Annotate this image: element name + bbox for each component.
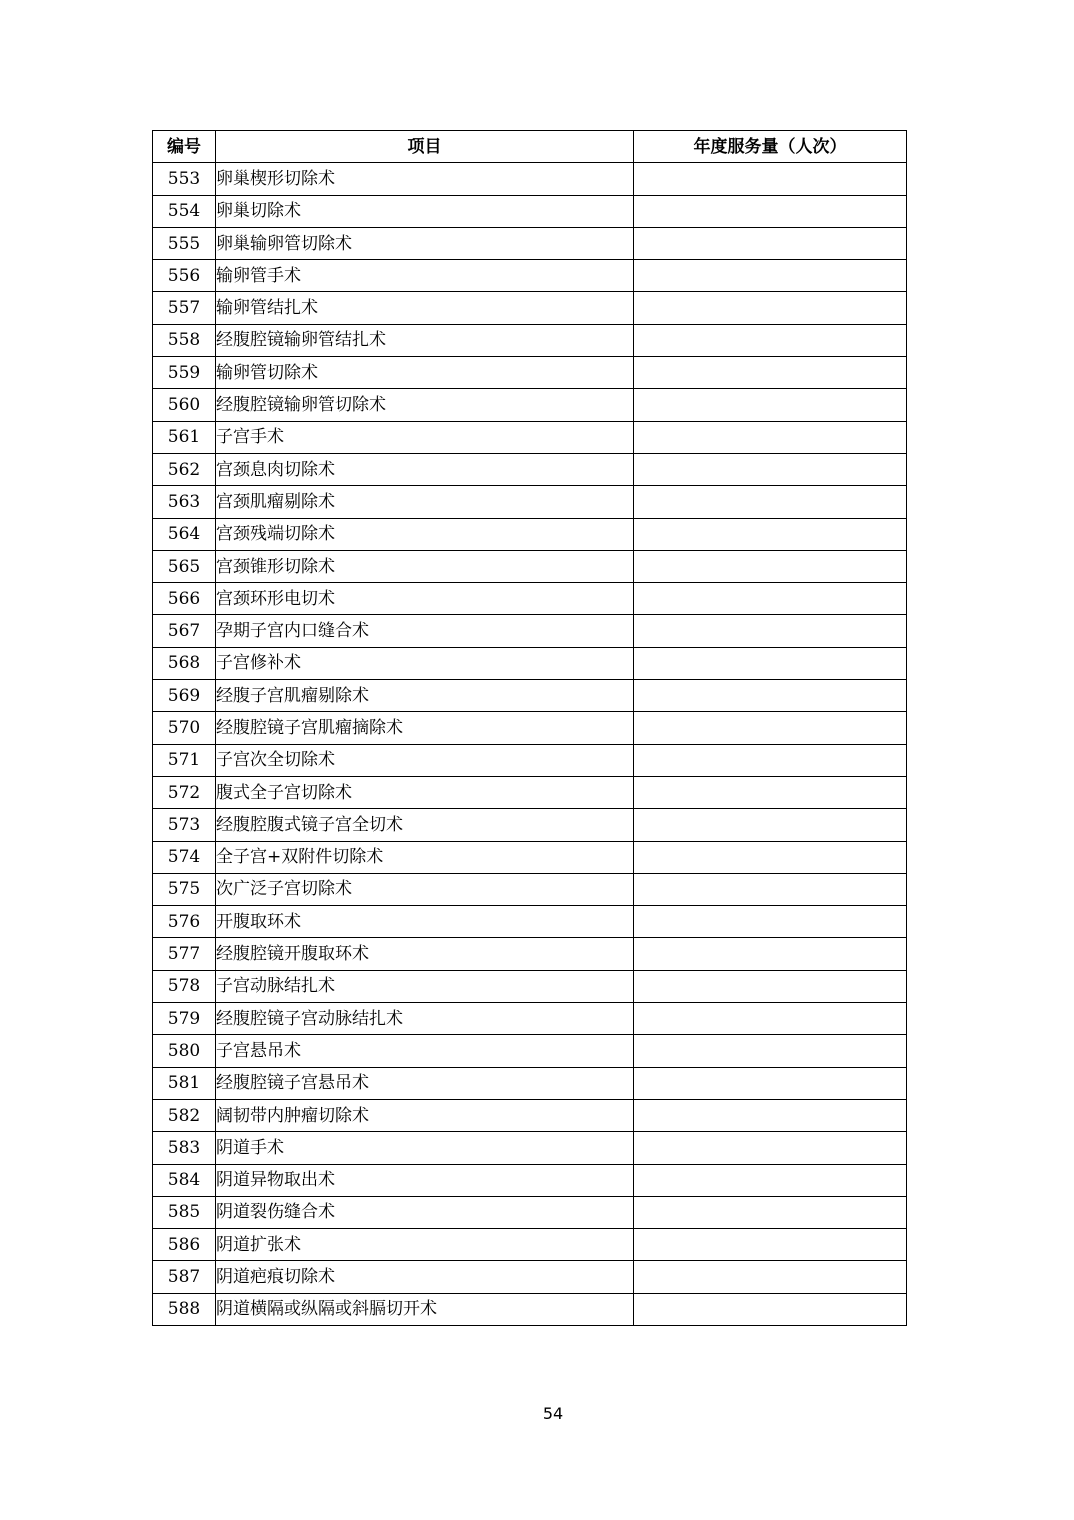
header-number: 编号 — [153, 131, 216, 163]
row-volume — [634, 550, 907, 582]
row-volume — [634, 906, 907, 938]
row-item: 输卵管切除术 — [216, 357, 634, 389]
row-volume — [634, 680, 907, 712]
row-volume — [634, 389, 907, 421]
row-item: 子宫动脉结扎术 — [216, 970, 634, 1002]
table-row — [153, 841, 907, 873]
row-volume — [634, 1164, 907, 1196]
row-item: 阴道手术 — [216, 1132, 634, 1164]
row-volume — [634, 421, 907, 453]
row-volume — [634, 647, 907, 679]
row-number: 583 — [153, 1132, 216, 1164]
row-number: 558 — [153, 324, 216, 356]
row-volume — [634, 1003, 907, 1035]
row-item: 开腹取环术 — [216, 906, 634, 938]
row-number: 557 — [153, 292, 216, 324]
table-row — [153, 227, 907, 259]
row-number: 562 — [153, 453, 216, 485]
table-row — [153, 195, 907, 227]
row-volume — [634, 744, 907, 776]
table-row — [153, 518, 907, 550]
row-item: 经腹腔镜子宫悬吊术 — [216, 1067, 634, 1099]
table-row — [153, 163, 907, 195]
row-number: 560 — [153, 389, 216, 421]
row-number: 568 — [153, 647, 216, 679]
table-row — [153, 357, 907, 389]
row-volume — [634, 873, 907, 905]
table-row — [153, 486, 907, 518]
table-row — [153, 1003, 907, 1035]
table-row — [153, 680, 907, 712]
table-row — [153, 615, 907, 647]
row-item: 经腹腔腹式镜子宫全切术 — [216, 809, 634, 841]
row-item: 阴道裂伤缝合术 — [216, 1196, 634, 1228]
table-row — [153, 292, 907, 324]
row-item: 经腹腔镜子宫动脉结扎术 — [216, 1003, 634, 1035]
header-volume: 年度服务量（人次） — [634, 131, 907, 163]
row-volume — [634, 1261, 907, 1293]
row-number: 554 — [153, 195, 216, 227]
row-number: 553 — [153, 163, 216, 195]
row-volume — [634, 712, 907, 744]
table-row — [153, 1261, 907, 1293]
table-row — [153, 647, 907, 679]
row-number: 577 — [153, 938, 216, 970]
row-number: 556 — [153, 260, 216, 292]
row-number: 564 — [153, 518, 216, 550]
table-row — [153, 906, 907, 938]
row-number: 573 — [153, 809, 216, 841]
row-item: 腹式全子宫切除术 — [216, 776, 634, 808]
row-volume — [634, 970, 907, 1002]
row-volume — [634, 453, 907, 485]
row-volume — [634, 1196, 907, 1228]
row-item: 子宫修补术 — [216, 647, 634, 679]
table-row — [153, 744, 907, 776]
row-item: 输卵管结扎术 — [216, 292, 634, 324]
row-item: 子宫手术 — [216, 421, 634, 453]
row-item: 经腹腔镜输卵管切除术 — [216, 389, 634, 421]
row-number: 567 — [153, 615, 216, 647]
row-number: 584 — [153, 1164, 216, 1196]
table-row — [153, 583, 907, 615]
row-number: 566 — [153, 583, 216, 615]
row-item: 经腹腔镜开腹取环术 — [216, 938, 634, 970]
table-row — [153, 421, 907, 453]
row-number: 574 — [153, 841, 216, 873]
row-volume — [634, 227, 907, 259]
row-number: 581 — [153, 1067, 216, 1099]
row-item: 经腹腔镜输卵管结扎术 — [216, 324, 634, 356]
row-volume — [634, 260, 907, 292]
row-volume — [634, 324, 907, 356]
row-volume — [634, 809, 907, 841]
row-number: 555 — [153, 227, 216, 259]
table-row — [153, 1099, 907, 1131]
row-number: 569 — [153, 680, 216, 712]
row-number: 571 — [153, 744, 216, 776]
row-item: 子宫悬吊术 — [216, 1035, 634, 1067]
row-volume — [634, 1132, 907, 1164]
row-item: 输卵管手术 — [216, 260, 634, 292]
table-row — [153, 1035, 907, 1067]
table-row — [153, 550, 907, 582]
row-volume — [634, 357, 907, 389]
row-volume — [634, 615, 907, 647]
row-number: 576 — [153, 906, 216, 938]
row-item: 阔韧带内肿瘤切除术 — [216, 1099, 634, 1131]
row-volume — [634, 938, 907, 970]
row-item: 经腹子宫肌瘤剔除术 — [216, 680, 634, 712]
page-number: 54 — [542, 1404, 564, 1423]
row-volume — [634, 1099, 907, 1131]
row-volume — [634, 486, 907, 518]
row-item: 宫颈肌瘤剔除术 — [216, 486, 634, 518]
row-number: 586 — [153, 1229, 216, 1261]
row-item: 宫颈残端切除术 — [216, 518, 634, 550]
table-body — [153, 163, 907, 1326]
table-row — [153, 1067, 907, 1099]
row-volume — [634, 1229, 907, 1261]
row-item: 阴道横隔或纵隔或斜膈切开术 — [216, 1293, 634, 1325]
row-number: 580 — [153, 1035, 216, 1067]
row-number: 561 — [153, 421, 216, 453]
header-item: 项目 — [216, 131, 634, 163]
table-row — [153, 809, 907, 841]
table-row — [153, 1196, 907, 1228]
row-number: 575 — [153, 873, 216, 905]
service-volume-table — [152, 130, 907, 1326]
table-row — [153, 1293, 907, 1325]
table-row — [153, 453, 907, 485]
row-volume — [634, 1067, 907, 1099]
table-row — [153, 938, 907, 970]
row-volume — [634, 292, 907, 324]
row-number: 582 — [153, 1099, 216, 1131]
row-item: 次广泛子宫切除术 — [216, 873, 634, 905]
table-row — [153, 389, 907, 421]
table-row — [153, 324, 907, 356]
row-item: 阴道异物取出术 — [216, 1164, 634, 1196]
row-item: 子宫次全切除术 — [216, 744, 634, 776]
table-row — [153, 970, 907, 1002]
row-number: 559 — [153, 357, 216, 389]
row-volume — [634, 195, 907, 227]
row-volume — [634, 163, 907, 195]
row-number: 588 — [153, 1293, 216, 1325]
row-volume — [634, 776, 907, 808]
row-item: 阴道扩张术 — [216, 1229, 634, 1261]
table-row — [153, 1132, 907, 1164]
row-item: 经腹腔镜子宫肌瘤摘除术 — [216, 712, 634, 744]
row-number: 585 — [153, 1196, 216, 1228]
row-item: 宫颈环形电切术 — [216, 583, 634, 615]
row-number: 563 — [153, 486, 216, 518]
row-number: 587 — [153, 1261, 216, 1293]
row-volume — [634, 1293, 907, 1325]
table-row — [153, 712, 907, 744]
row-number: 579 — [153, 1003, 216, 1035]
row-item: 卵巢楔形切除术 — [216, 163, 634, 195]
table-row — [153, 260, 907, 292]
row-item: 宫颈锥形切除术 — [216, 550, 634, 582]
row-number: 570 — [153, 712, 216, 744]
row-volume — [634, 1035, 907, 1067]
row-item: 宫颈息肉切除术 — [216, 453, 634, 485]
row-number: 572 — [153, 776, 216, 808]
row-item: 卵巢输卵管切除术 — [216, 227, 634, 259]
row-item: 全子宫+双附件切除术 — [216, 841, 634, 873]
row-volume — [634, 583, 907, 615]
row-item: 卵巢切除术 — [216, 195, 634, 227]
row-number: 578 — [153, 970, 216, 1002]
row-item: 阴道疤痕切除术 — [216, 1261, 634, 1293]
row-item: 孕期子宫内口缝合术 — [216, 615, 634, 647]
table-row — [153, 776, 907, 808]
table-row — [153, 1229, 907, 1261]
row-volume — [634, 841, 907, 873]
table-header-row — [153, 131, 907, 163]
table-row — [153, 873, 907, 905]
table-row — [153, 1164, 907, 1196]
row-volume — [634, 518, 907, 550]
row-number: 565 — [153, 550, 216, 582]
